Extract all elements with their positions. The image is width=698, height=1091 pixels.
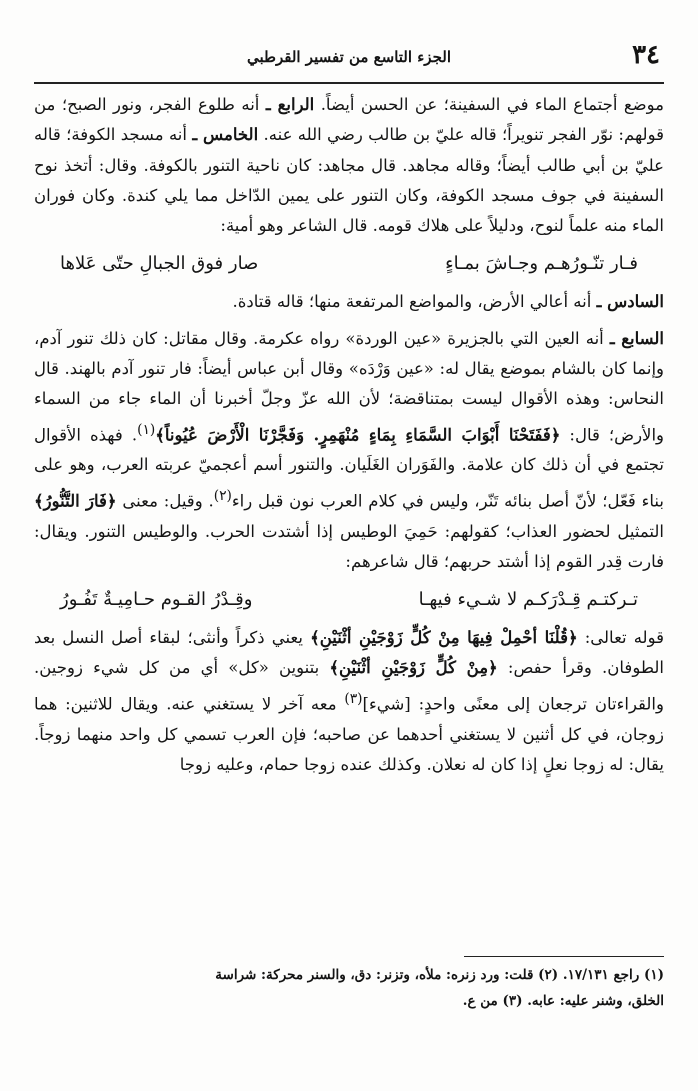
poem-verse-2 [34,577,664,623]
footnote-ref[interactable]: (١) [137,421,156,438]
text-run: قوله تعالى: [577,628,664,648]
text-run: أنه أعالي الأرض، والمواضع المرتفعة منها؛ قاله قتادة. [232,292,597,312]
paragraph-2 [34,287,664,317]
footnotes [34,962,664,1014]
verse-second-hemistich: صار فوق الجبالِ حتّى عَلاها [60,253,259,275]
paragraph-3 [34,324,664,577]
text-run: أنه مسجد الكوفة؛ قاله عليّ بن أبي طالب أيضاً؛ وقاله مجاهد. قال مجاهد: كان ناحية التنور بالكوفة. وقال: أتخذ نوح السفينة في جوف مسجد الكوفة، وكان التنور على يمين الدّاخل مما يلي كندة. وكان فوران الماء منه علماً لنوح، ودليلاً على هلاك قومه. قال الشاعر وهو أمية: [34,125,664,236]
quran-quote: ﴿قُلْنَا أحْمِلْ فِيهَا مِنْ كُلٍّ زَوْجَيْنِ أثْنَيْنِ﴾ [310,628,578,648]
main-text [34,90,664,780]
paragraph-4 [34,623,664,780]
footnote-ref[interactable]: (٣) [344,690,363,707]
quran-quote: ﴿فَارَ التَّنُّورُ﴾ [34,491,117,511]
footnote-rule [464,956,664,957]
page-number: ٣٤ [632,40,660,70]
text-run: بتنوين «كل» أي من كل شيء زوجين. والقراءتان ترجعان إلى معنًى واحدٍ: [شيء] [34,658,664,714]
text-run: يعني ذكراً وأنثى؛ لبقاء أصل النسل بعد الطوفان. وقرأ حفص: [34,628,664,678]
text-run: . وقيل: معنى [116,491,214,511]
page-header [34,40,664,84]
text-run: أنه طلوع الفجر، ونور الصبح؛ من قولهم: نوّر الفجر تنويراً؛ قاله عليّ بن طالب رضي الله عنه. [34,95,664,145]
verse-second-hemistich: وقِـدْرُ القـوم حـامِيـةٌ تَفُـورُ [60,589,253,611]
quran-quote: ﴿فَفَتَحْنَا أَبْوَابَ السَّمَاءِ بِمَاءٍ مُنْهَمِرٍ. وَفَجَّرْنَا الْأَرْضَ عُيُوناً﴾ [155,425,561,445]
text-run: موضع أجتماع الماء في السفينة؛ عن الحسن أيضاً. [314,95,664,114]
opinion-label-4: الرابع ـ [265,95,315,114]
text-run: أنه العين التي بالجزيرة «عين الوردة» رواه عكرمة. وقال مقاتل: كان ذلك تنور آدم، وإنما كان بالشام بموضع يقال له: «عين وَرْدَه» وقال أبن عباس أيضاً: فار تنور آدم بالهند. قال النحاس: وهذه الأقوال ليست بمتناقضة؛ لأن الله عزّ وجلّ أخبرنا أن الماء جاء من السماء والأرض؛ قال: [34,328,665,445]
quran-quote: ﴿مِنْ كُلٍّ زَوْجَيْنِ أثْنَيْنِ﴾ [329,658,498,678]
footnote-ref[interactable]: (٢) [213,487,232,504]
text-run: . فهذه الأقوال تجتمع في أن ذلك كان علامة. والفَوَران الغَلَيان. والتنور أسم أعجميّ عربته العرب، وهو على بناء فَعّل؛ لأنّ أصل بنائه تَنّر، وليس في كلام العرب نون قبل راء [34,425,664,511]
text-run: التمثيل لحضور العذاب؛ كقولهم: حَمِيَ الوطيس إذا أشتدت الحرب. والوطيس التنور. ويقال: فارت قِدر القوم إذا أشتد حربهم؛ قال شاعرهم: [34,521,664,571]
footnote-line: (١) راجع ١٧/١٣١. (٢) قلت: ورد زنره: ملأه، وتزنر: دق، والسنر محركة: شراسة [215,967,664,983]
opinion-label-5: الخامس ـ [192,125,259,145]
opinion-label-6: السادس ـ [596,292,664,312]
header-rule [34,82,664,84]
verse-first-hemistich: تـركتـم قِـدْرَكـم لا شـيء فيهـا [418,589,638,611]
footnote-line: الخلق، وشنر عليه: عابه. (٣) من ع. [462,993,664,1009]
text-run: معه آخر لا يستغني عنه. ويقال للاثنين: هما زوجان، في كل أثنين لا يستغني أحدهما عن صاحبه؛ فإن العرب تسمي كل واحد منهما زوجاً. يقال: له زوجا نعلٍ إذا كان له نعلان. وكذلك عنده زوجا حمام، وعليه زوجا [34,694,664,774]
paragraph-1 [34,90,664,241]
running-title: الجزء التاسع من تفسير القرطبي [247,48,451,66]
opinion-label-7: السابع ـ [609,328,664,348]
verse-first-hemistich: فـار تنّـورُهـم وجـاشَ بمـاءٍ [445,253,638,275]
poem-verse-1 [34,241,664,287]
